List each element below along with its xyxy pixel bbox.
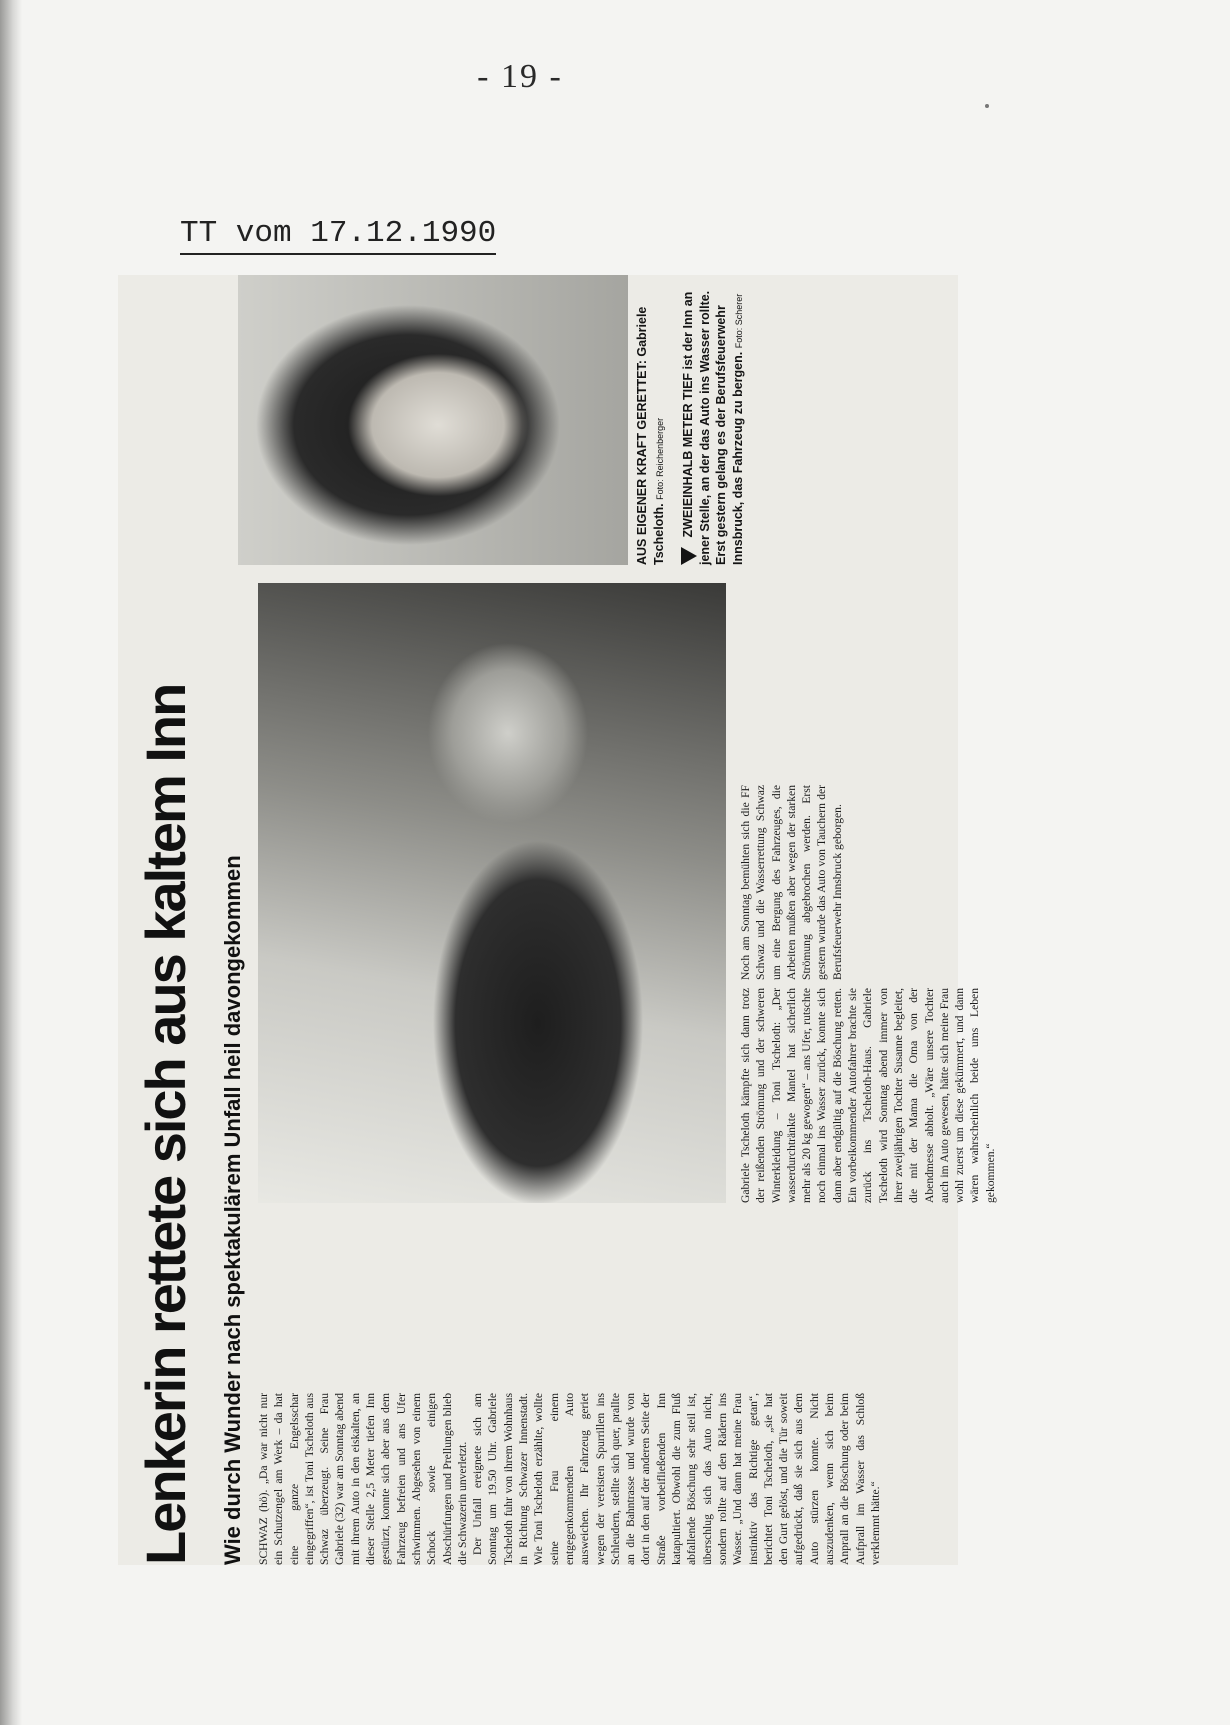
page-number: - 19 - <box>477 58 563 95</box>
article-column-1 <box>256 1393 956 1565</box>
portrait-photo-credit: Foto: Reichenberger <box>654 417 665 500</box>
portrait-caption <box>634 275 674 565</box>
article-paragraph-2: Der Unfall ereignete sich am Sonntag um 19.50 Uhr. Gabriele Tscheloth fuhr von ihrem Wohnhaus in Richtung Schwazer Innenstadt. Wie Toni Tscheloth erzählte, wollte seine Frau einem entgegenkommenden Auto ausweichen. Ihr Fahrzeug geriet wegen der vereisten Spurrillen ins Schleudern, stellte sich quer, prallte an die Bahntrasse und wurde von dort in den auf der anderen Seite der Straße vorbeifließenden Inn katapultiert. Obwohl die zum Fluß abfallende Böschung sehr steil ist, überschlug sich das Auto nicht, sondern rollte auf den Rädern ins Wasser. „Und dann hat meine Frau instinktiv das Richtige getan“, berichtet Toni Tscheloth, „sie hat den Gurt gelöst, und die Tür soweit aufgedrückt, daß sie sich aus dem Auto stürzen konnte. Nicht auszudenken, wenn sich beim Anprall an die Böschung oder beim Aufprall im Wasser das Schloß verklemmt hätte.“ <box>471 1393 882 1565</box>
article-paragraph-3: Gabriele Tscheloth kämpfte sich dann trotz der reißenden Strömung und der schweren Winterkleidung – Toni Tscheloth: „Der wasserdurchtränkte Mantel hat sicherlich mehr als 20 kg gewogen“ – ans Ufer, rutschte noch einmal ins Wasser zurück, konnte sich dann aber endgültig auf die Böschung retten. Ein vorbeikommender Autofahrer brachte sie zurück ins Tscheloth-Haus. Gabriele Tscheloth wird Sonntag abend immer von ihrer zweijährigen Tochter Susanne begleitet, die mit der Mama die Oma von der Abendmesse abholt. „Wäre unsere Tochter auch im Auto gewesen, hätte sich meine Frau wohl zuerst um diese gekümmert, und dann wären wahrscheinlich beide ums Leben gekommen.“ <box>739 988 997 1203</box>
scan-speck <box>985 104 989 108</box>
article-subheadline: Wie durch Wunder nach spektakulärem Unfall heil davongekommen <box>220 855 245 1565</box>
article-paragraph-1: SCHWAZ (hö). „Da war nicht nur ein Schutzengel am Werk – da hat eine ganze Engelsschar eingegriffen“, ist Toni Tscheloth aus Schwaz überzeugt. Seine Frau Gabriele (32) war am Sonntag abend mit ihrem Auto in den eiskalten, an dieser Stelle 2,5 Meter tiefen Inn gestürzt, konnte sich aber aus dem Fahrzeug befreien und ans Ufer schwimmen. Abgesehen von einem Schock sowie einigen Abschürfungen und Prellungen blieb die Schwazerin unverletzt. <box>257 1393 469 1565</box>
page-edge-shadow <box>0 0 22 1725</box>
car-photo-credit: Foto: Scherer <box>733 293 744 349</box>
portrait-caption-text: AUS EIGENER KRAFT GERETTET: Gabriele Tscheloth. <box>635 306 666 565</box>
source-date-line: TT vom 17.12.1990 <box>180 216 496 255</box>
article-column-2 <box>738 988 997 1203</box>
newspaper-clipping <box>118 275 997 1565</box>
article-paragraph-4: Noch am Sonntag bemühten sich die FF Schwaz und die Wasserrettung Schwaz um eine Bergung des Fahrzeuges, die Arbeiten mußten aber wegen der starken Strömung abgebrochen werden. Erst gestern wurde das Auto von Tauchern der Berufsfeuerwehr Innsbruck geborgen. <box>739 785 844 980</box>
article-headline: Lenkerin rettete sich aus kaltem Inn <box>134 684 197 1565</box>
car-photo-caption <box>680 275 775 565</box>
pointer-triangle-icon <box>681 547 697 565</box>
car-caption-text: ZWEIEINHALB METER TIEF ist der Inn an jener Stelle, an der das Auto ins Wasser rollte. Erst gestern gelang es der Berufsfeuerwehr Innsbruck, das Fahrzeug zu bergen. <box>681 290 745 565</box>
portrait-photo <box>238 275 628 565</box>
car-in-river-photo <box>258 583 726 1203</box>
article-column-3 <box>738 785 933 980</box>
